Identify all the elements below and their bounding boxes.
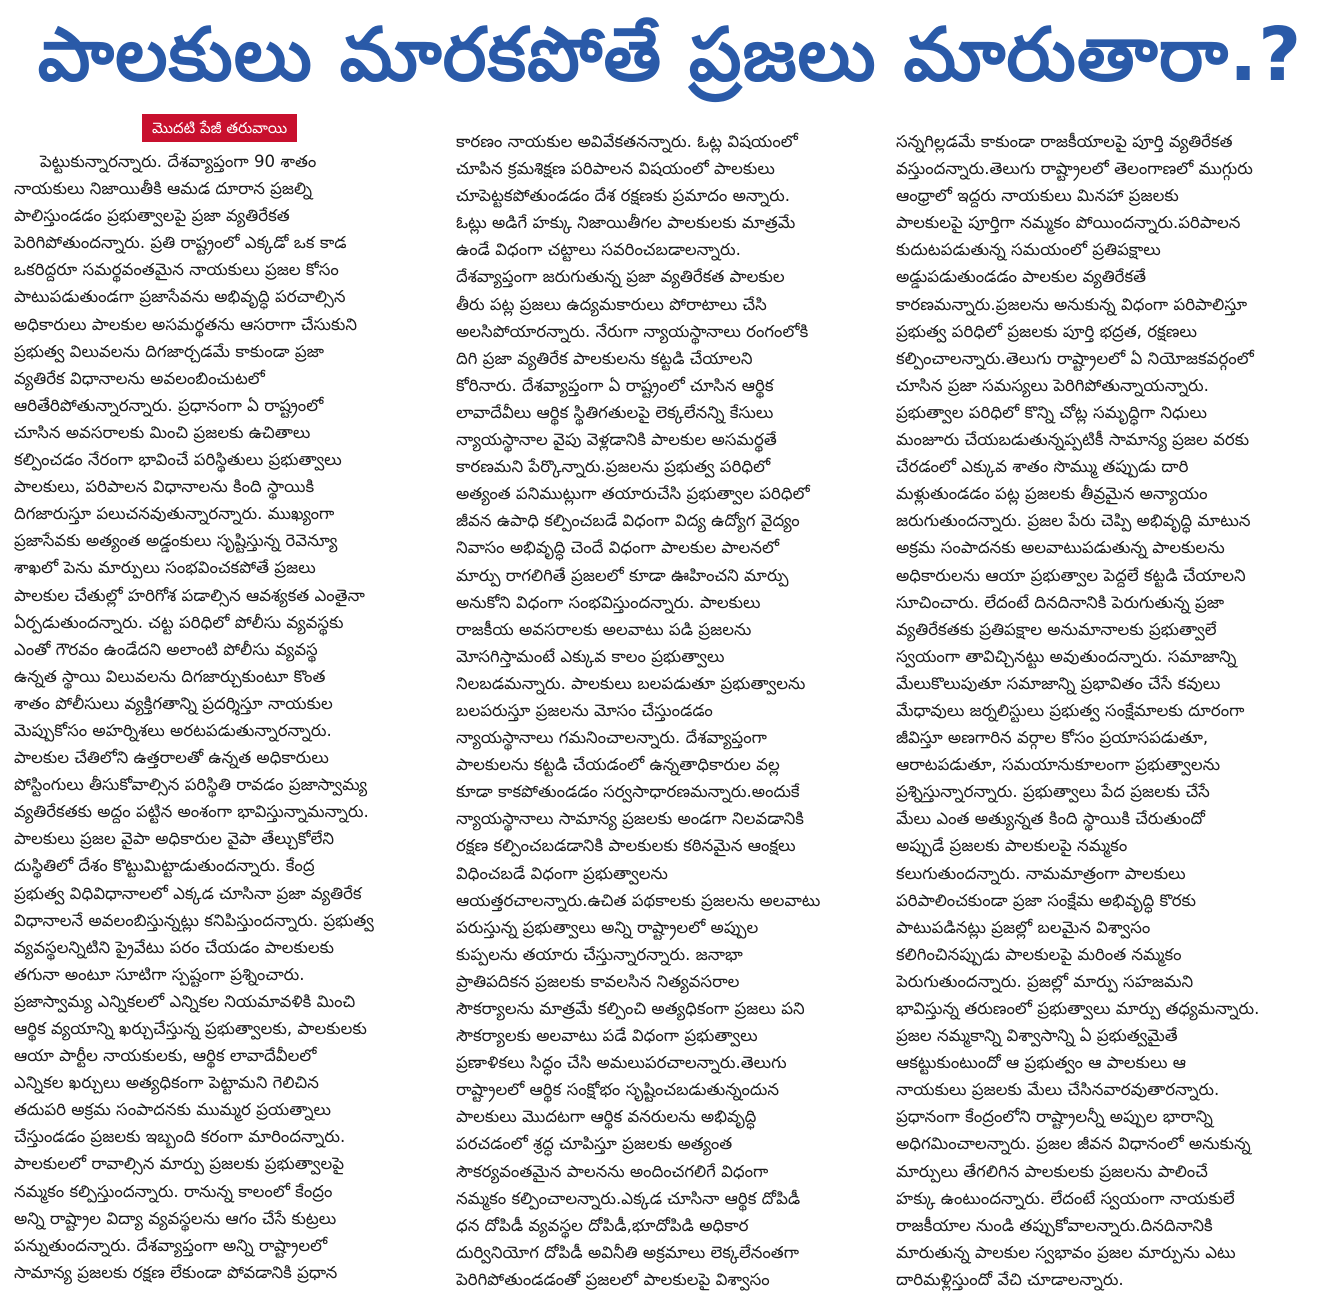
- article-line: పాలకులలో రావాల్సిన మార్పు ప్రజలకు ప్రభుత్వాలపై: [14, 1154, 345, 1174]
- article-line: చేరడంలో ఎక్కువ శాతం సొమ్ము తప్పుడు దారి: [896, 457, 1189, 477]
- article-line: మేలుకొలుపుతూ సమాజాన్ని ప్రభావితం చేసే కవులు: [896, 673, 1221, 693]
- article-line: సన్నగిల్లడమే కాకుండా రాజకీయాలపై పూర్తి వ్యతిరేకత: [896, 132, 1233, 151]
- article-line: కల్పించడం నేరంగా భావించే పరిస్థితులు ప్రభుత్వాలు: [14, 450, 342, 470]
- article-line: న్యాయస్థానాలు సామాన్య ప్రజలకు అండగా నిలవడానికి: [456, 809, 804, 829]
- article-line: స్వయంగా తావిచ్చినట్టు అవుతుందన్నారు. సమాజాన్ని: [896, 646, 1237, 666]
- article-line: వ్యతిరేకతకు అద్దం పట్టిన అంశంగా భావిస్తున్నామన్నారు.: [14, 802, 369, 822]
- article-line: పాలకులను కట్టడి చేయడంలో ఉన్నతాధికారుల వల్ల: [456, 755, 780, 775]
- article-line: రాష్ట్రాలలో ఆర్థిక సంక్షోభం సృష్టించబడుతున్నందున: [456, 1080, 780, 1100]
- article-line: రాజకీయ అవసరాలకు అలవాటు పడి ప్రజలను: [456, 619, 752, 639]
- article-line: అడ్డుపడుతుండడం పాలకుల వ్యతిరేకతే: [896, 267, 1147, 287]
- article-line: వస్తుందన్నారు.తెలుగు రాష్ట్రాలలో తెలంగాణలో ముగ్గురు: [896, 159, 1253, 179]
- article-line: ఎన్నికల ఖర్చులు అత్యధికంగా పెట్టామని గెలిచిన: [14, 1073, 319, 1093]
- article-line: ప్రభుత్వ విధివిధానాలలో ఎక్కడ చూసినా ప్రజా వ్యతిరేక: [14, 883, 362, 903]
- article-line: దారిమళ్లిస్తుందో వేచి చూడాలన్నారు.: [896, 1269, 1124, 1289]
- article-line: ఆకట్టుకుంటుందో ఆ ప్రభుత్వం ఆ పాలకులు ఆ: [896, 1053, 1187, 1073]
- article-line: ప్రజాసేవకు అత్యంత అడ్డంకులు సృష్టిస్తున్న రెవెన్యూ: [14, 531, 338, 551]
- article-column-2: [456, 128, 876, 1293]
- article-line: లావాదేవీలు ఆర్థిక స్థితిగతులపై లెక్కలేనన్ని కేసులు: [456, 402, 774, 422]
- article-line: ప్రశ్నిస్తున్నారన్నారు. ప్రభుత్వాలు పేద ప్రజలకు చేసే: [896, 782, 1210, 802]
- article-line: సూచించారు. లేదంటే దినదినానికి పెరుగుతున్న ప్రజా: [896, 592, 1225, 612]
- article-line: పెరుగుతుందన్నారు. ప్రజల్లో మార్పు సహజమని: [896, 971, 1194, 991]
- article-line: ప్రధానంగా కేంద్రంలోని రాష్ట్రాలన్నీ అప్పుల భారాన్ని: [896, 1107, 1213, 1127]
- article-line: విధానాలనే అవలంబిస్తున్నట్లు కనిపిస్తుందన్నారు. ప్రభుత్వ: [14, 910, 374, 930]
- article-line: పాటుపడుతుండగా ప్రజాసేవను అభివృద్ధి పరచాల్సిన: [14, 287, 346, 307]
- article-line: వ్యతిరేక విధానాలను అవలంబించుటలో: [14, 368, 265, 388]
- article-line: హక్కు ఉంటుందన్నారు. లేదంటే స్వయంగా నాయకులే: [896, 1188, 1235, 1208]
- article-line: కలుగుతుందన్నారు. నామమాత్రంగా పాలకులు: [896, 863, 1186, 883]
- article-line: పాలకులు మొదటగా ఆర్థిక వనరులను అభివృద్ధి: [456, 1107, 757, 1127]
- article-line: సౌకర్యవంతమైన పాలనను అందించగలిగే విధంగా: [456, 1161, 769, 1181]
- article-line: చూపెట్టకపోతుండడం దేశ రక్షణకు ప్రమాదం అన్నారు.: [456, 186, 791, 206]
- article-line: తదుపరి అక్రమ సంపాదనకు ముమ్మర ప్రయత్నాలు: [14, 1100, 331, 1120]
- article-line: న్యాయస్థానాలు గమనించాలన్నారు. దేశవ్యాప్తంగా: [456, 728, 767, 748]
- article-line: తగునా అంటూ సూటిగా స్పష్టంగా ప్రశ్నించారు.: [14, 964, 305, 984]
- article-line: చేస్తుండడం ప్రజలకు ఇబ్బంది కరంగా మారిందన్నారు.: [14, 1127, 346, 1147]
- article-line: పెరిగిపోతుండడంతో ప్రజలలో పాలకులపై విశ్వాసం: [456, 1269, 770, 1289]
- article-line: న్యాయస్థానాల వైపు వెళ్లడానికి పాలకుల అసమర్థతే: [456, 430, 777, 450]
- article-line: పాలకులు, పరిపాలన విధానాలను కింది స్థాయికి: [14, 477, 315, 497]
- article-line: ఉండే విధంగా చట్టాలు సవరించబడాలన్నారు.: [456, 240, 741, 260]
- article-line: ఆరితేరిపోతున్నారన్నారు. ప్రధానంగా ఏ రాష్ట్రంలో: [14, 395, 324, 415]
- article-line: నమ్మకం కల్పిస్తుందన్నారు. రానున్న కాలంలో కేంద్రం: [14, 1181, 333, 1201]
- article-line: ప్రభుత్వాల పరిధిలో కొన్ని చోట్ల సమృద్ధిగా నిధులు: [896, 402, 1208, 422]
- article-line: ఆరాటపడుతూ, సమయానుకూలంగా ప్రభుత్వాలను: [896, 755, 1221, 775]
- article-line: పెరిగిపోతుందన్నారు. ప్రతి రాష్ట్రంలో ఎక్కడో ఒక కాడ: [14, 233, 347, 253]
- article-line: ఆర్థిక వ్యయాన్ని ఖర్చుచేస్తున్న ప్రభుత్వాలకు, పాలకులకు: [14, 1019, 367, 1038]
- article-line: ఓట్లు అడిగే హక్కు నిజాయితీగల పాలకులకు మాత్రమే: [456, 213, 796, 233]
- article-line: ప్రాతిపదికన ప్రజలకు కావలసిన నిత్యవసరాల: [456, 971, 740, 991]
- article-line: పాలకులు ప్రజల వైపా అధికారుల వైపా తేల్చుకోలేని: [14, 829, 335, 849]
- article-line: మేలు ఎంత అత్యున్నత కింది స్థాయికి చేరుతుందో: [896, 809, 1205, 829]
- article-line: కుప్పలను తయారు చేస్తున్నారన్నారు. జనాభా: [456, 944, 743, 964]
- article-line: రాజకీయాల నుండి తప్పుకోవాలన్నారు.దినదినానికి: [896, 1215, 1213, 1235]
- article-line: విధించబడే విధంగా ప్రభుత్వాలను: [456, 863, 668, 883]
- article-line: శాతం పోలీసులు వ్యక్తిగతాన్ని ప్రదర్శిస్తూ నాయకుల: [14, 693, 333, 713]
- article-line: పన్నుతుందన్నారు. దేశవ్యాప్తంగా అన్ని రాష్ట్రాలలో: [14, 1235, 328, 1255]
- article-line: ప్రజల నమ్మకాన్ని విశ్వాసాన్ని ఏ ప్రభుత్వమైతే: [896, 1026, 1178, 1046]
- article-line: అధిగమించాలన్నారు. ప్రజల జీవన విధానంలో అనుకున్న: [896, 1134, 1251, 1154]
- article-line: పాలకులపై పూర్తిగా నమ్మకం పోయిందన్నారు.పరిపాలన: [896, 213, 1241, 233]
- article-line: మార్పులు తేగలిగిన పాలకులకు ప్రజలను పాలించే: [896, 1161, 1208, 1181]
- article-line: పాలిస్తుండడం ప్రభుత్వాలపై ప్రజా వ్యతిరేకత: [14, 206, 290, 226]
- article-line: కారణమన్నారు.ప్రజలను అనుకున్న విధంగా పరిపాలిస్తూ: [896, 294, 1248, 314]
- article-line: నాయకులు ప్రజలకు మేలు చేసినవారవుతారన్నారు.: [896, 1080, 1220, 1100]
- article-line: చూసిన ప్రజా సమస్యలు పెరిగిపోతున్నాయన్నారు.: [896, 375, 1209, 395]
- article-line: ఉన్నత స్థాయి విలువలను దిగజార్చుకుంటూ కొంత: [14, 666, 326, 686]
- article-line: పరిపాలించకుండా ప్రజా సంక్షేమ అభివృద్ధి కొరకు: [896, 890, 1196, 910]
- article-line: మారుతున్న పాలకుల స్వభావం ప్రజల మార్పును ఎటు: [896, 1242, 1236, 1262]
- article-line: పోస్టింగులు తీసుకోవాల్సిన పరిస్థితి రావడం ప్రజాస్వామ్య: [14, 775, 368, 795]
- article-line: ఆయా పార్టీల నాయకులకు, ఆర్థిక లావాదేవీలలో: [14, 1046, 317, 1066]
- article-line: కారణమని పేర్కొన్నారు.ప్రజలను ప్రభుత్వ పరిధిలో: [456, 457, 771, 477]
- article-line: తీరు పట్ల ప్రజలు ఉద్యమకారులు పోరాటాలు చేసి: [456, 294, 767, 314]
- article-line: కోరినారు. దేశవ్యాప్తంగా ఏ రాష్ట్రంలో చూసిన ఆర్థిక: [456, 375, 774, 395]
- article-line: అక్రమ సంపాదనకు అలవాటుపడుతున్న పాలకులను: [896, 538, 1225, 558]
- article-column-3: [896, 128, 1326, 1293]
- article-line: దుర్వినియోగ దోపిడీ అవినీతి అక్రమాలు లెక్కలేనంతగా: [456, 1242, 799, 1262]
- article-line: అలసిపోయారన్నారు. నేరుగా న్యాయస్థానాలు రంగంలోకి: [456, 321, 809, 341]
- article-line: శాఖలో పెను మార్పులు సంభవించకపోతే ప్రజలు: [14, 558, 316, 578]
- article-line: దిగి ప్రజా వ్యతిరేక పాలకులను కట్టడి చేయాలని: [456, 348, 753, 368]
- article-line: మేధావులు జర్నలిస్టులు ప్రభుత్వ సంక్షేమాలకు దూరంగా: [896, 700, 1245, 720]
- article-line: నమ్మకం కల్పించాలన్నారు.ఎక్కడ చూసినా ఆర్థిక దోపిడీ: [456, 1188, 801, 1208]
- article-line: పరచడంలో శ్రద్ధ చూపిస్తూ ప్రజలకు అత్యంత: [456, 1134, 733, 1154]
- article-line: అప్పుడే ప్రజలకు పాలకులపై నమ్మకం: [896, 836, 1128, 856]
- article-column-1: [14, 148, 442, 1286]
- article-line: మెప్పుకోసం అహర్నిశలు అరటపడుతున్నారన్నారు.: [14, 720, 332, 740]
- article-line: కల్పించాలన్నారు.తెలుగు రాష్ట్రాలలో ఏ నియోజకవర్గంలో: [896, 348, 1254, 368]
- article-line: బలపరుస్తూ ప్రజలను మోసం చేస్తుండడం: [456, 700, 713, 720]
- article-line: మార్పు రాగలిగితే ప్రజలలో కూడా ఊహించని మార్పు: [456, 565, 789, 585]
- article-line: అధికారులను ఆయా ప్రభుత్వాల పెద్దలే కట్టడి చేయాలని: [896, 565, 1246, 585]
- article-line: దేశవ్యాప్తంగా జరుగుతున్న ప్రజా వ్యతిరేకత పాలకుల: [456, 267, 785, 287]
- article-line: వ్యవస్థలన్నిటిని ప్రైవేటు పరం చేయడం పాలకులకు: [14, 937, 335, 957]
- article-line: జరుగుతుందన్నారు. ప్రజల పేరు చెప్పి అభివృద్ధి మాటున: [896, 511, 1251, 531]
- article-line: పాలకుల చేతిలోని ఉత్తరాలతో ఉన్నత అధికారులు: [14, 748, 329, 768]
- article-line: సామాన్య ప్రజలకు రక్షణ లేకుండా పోవడానికి ప్రధాన: [14, 1262, 338, 1282]
- article-line: కూడా కాకపోతుండడం సర్వసాధారణమన్నారు.అందుకే: [456, 782, 800, 802]
- article-line: నాయకులు నిజాయితీకి ఆమడ దూరాన ప్రజల్ని: [14, 179, 312, 199]
- article-line: నిలబడమన్నారు. పాలకులు బలపడుతూ ప్రభుత్వాలను: [456, 673, 806, 693]
- article-line: భావిస్తున్న తరుణంలో ప్రభుత్వాలు మార్పు తధ్యమన్నారు.: [896, 999, 1260, 1018]
- article-line: నివాసం అభివృద్ధి చెందే విధంగా పాలకుల పాలనలో: [456, 538, 780, 558]
- article-line: మళ్లుతుండడం పట్ల ప్రజలకు తీవ్రమైన అన్యాయం: [896, 484, 1208, 504]
- article-line: జీవన ఉపాధి కల్పించబడే విధంగా విద్య ఉద్యోగ వైద్యం: [456, 511, 800, 531]
- article-line: మంజూరు చేయబడుతున్నప్పటికీ సామాన్య ప్రజల వరకు: [896, 430, 1250, 450]
- article-line: ప్రణాళికలు సిద్ధం చేసి అమలుపరచాలన్నారు.తెలుగు: [456, 1053, 787, 1073]
- article-line: రక్షణ కల్పించబడడానికి పాలకులకు కఠినమైన ఆంక్షలు: [456, 836, 796, 856]
- article-line: అనుకోని విధంగా సంభవిస్తుందన్నారు. పాలకులు: [456, 592, 761, 612]
- headline: పాలకులు మారకపోతే ప్రజలు మారుతారా.?: [37, 12, 1303, 98]
- article-line: అత్యంత పనిముట్లుగా తయారుచేసి ప్రభుత్వాల పరిధిలో: [456, 484, 810, 504]
- article-line: ఒకరిద్దరూ సమర్థవంతమైన నాయకులు ప్రజల కోసం: [14, 260, 339, 280]
- article-line: పరుస్తున్న ప్రభుత్వాలు అన్ని రాష్ట్రాలలో అప్పుల: [456, 917, 759, 937]
- article-line: సౌకర్యాలను మాత్రమే కల్పించి అత్యధికంగా ప్రజలు పని: [456, 999, 805, 1018]
- article-line: చూపిన క్రమశిక్షణ పరిపాలన విషయంలో పాలకులు: [456, 159, 775, 179]
- article-line: ప్రభుత్వ విలువలను దిగజార్చడమే కాకుండా ప్రజా: [14, 341, 324, 361]
- article-line: ఏర్పడుతుందన్నారు. చట్ట పరిధిలో పోలీసు వ్యవస్థకు: [14, 612, 344, 632]
- continued-from-front-page-label: మొదటి పేజీ తరువాయి: [142, 114, 297, 142]
- article-line: మోసగిస్తామంటే ఎక్కువ కాలం ప్రభుత్వాలు: [456, 646, 725, 666]
- article-line: దిగజారుస్తూ పలుచనవుతున్నారన్నారు. ముఖ్యంగా: [14, 504, 335, 524]
- article-line: జీవిస్తూ అణగారిన వర్గాల కోసం ప్రయాసపడుతూ,: [896, 728, 1209, 748]
- article-line: ప్రజాస్వామ్య ఎన్నికలలో ఎన్నికల నియమావళికి మించి: [14, 991, 356, 1011]
- article-line: చూసిన అవసరాలకు మించి ప్రజలకు ఉచితాలు: [14, 422, 311, 442]
- article-line: కుదుటపడుతున్న సమయంలో ప్రతిపక్షాలు: [896, 240, 1161, 260]
- article-line: ధన దోపిడీ వ్యవస్థల దోపిడీ,భూదోపిడి అధికార: [456, 1215, 749, 1235]
- article-line: అన్ని రాష్ట్రాల విద్యా వ్యవస్థలను ఆగం చేసే కుట్రలు: [14, 1208, 337, 1228]
- article-line: ఆయత్తరచాలన్నారు.ఉచిత పథకాలకు ప్రజలను అలవాటు: [456, 890, 821, 910]
- article-line: ఆంధ్రాలో ఇద్దరు నాయకులు మినహా ప్రజలకు: [896, 186, 1179, 206]
- article-line: కారణం నాయకుల అవివేకతనన్నారు. ఓట్ల విషయంలో: [456, 132, 798, 151]
- article-line: దుస్థితిలో దేశం కొట్టుమిట్టాడుతుందన్నారు. కేంద్ర: [14, 856, 315, 876]
- article-line: పాటుపడినట్లు ప్రజల్లో బలమైన విశ్వాసం: [896, 917, 1151, 937]
- article-line: కలిగించినప్పుడు పాలకులపై మరింత నమ్మకం: [896, 944, 1182, 964]
- article-line: ప్రభుత్వ పరిధిలో ప్రజలకు పూర్తి భద్రత, రక్షణలు: [896, 321, 1197, 341]
- article-line: సౌకర్యాలకు అలవాటు పడే విధంగా ప్రభుత్వాలు: [456, 1026, 758, 1046]
- article-line: ఎంతో గౌరవం ఉండేదని అలాంటి పోలీసు వ్యవస్థ: [14, 639, 318, 659]
- article-line: పాలకుల చేతుల్లో హరిగోశ పడాల్సిన ఆవశ్యకత ఎంతైనా: [14, 585, 365, 605]
- article-line: వ్యతిరేకతకు ప్రతిపక్షాల అనుమానాలకు ప్రభుత్వాలే: [896, 619, 1217, 639]
- article-line: పెట్టుకున్నారన్నారు. దేశవ్యాప్తంగా 90 శాతం: [40, 152, 317, 171]
- article-line: అధికారులు పాలకుల అసమర్థతను ఆసరాగా చేసుకుని: [14, 314, 357, 334]
